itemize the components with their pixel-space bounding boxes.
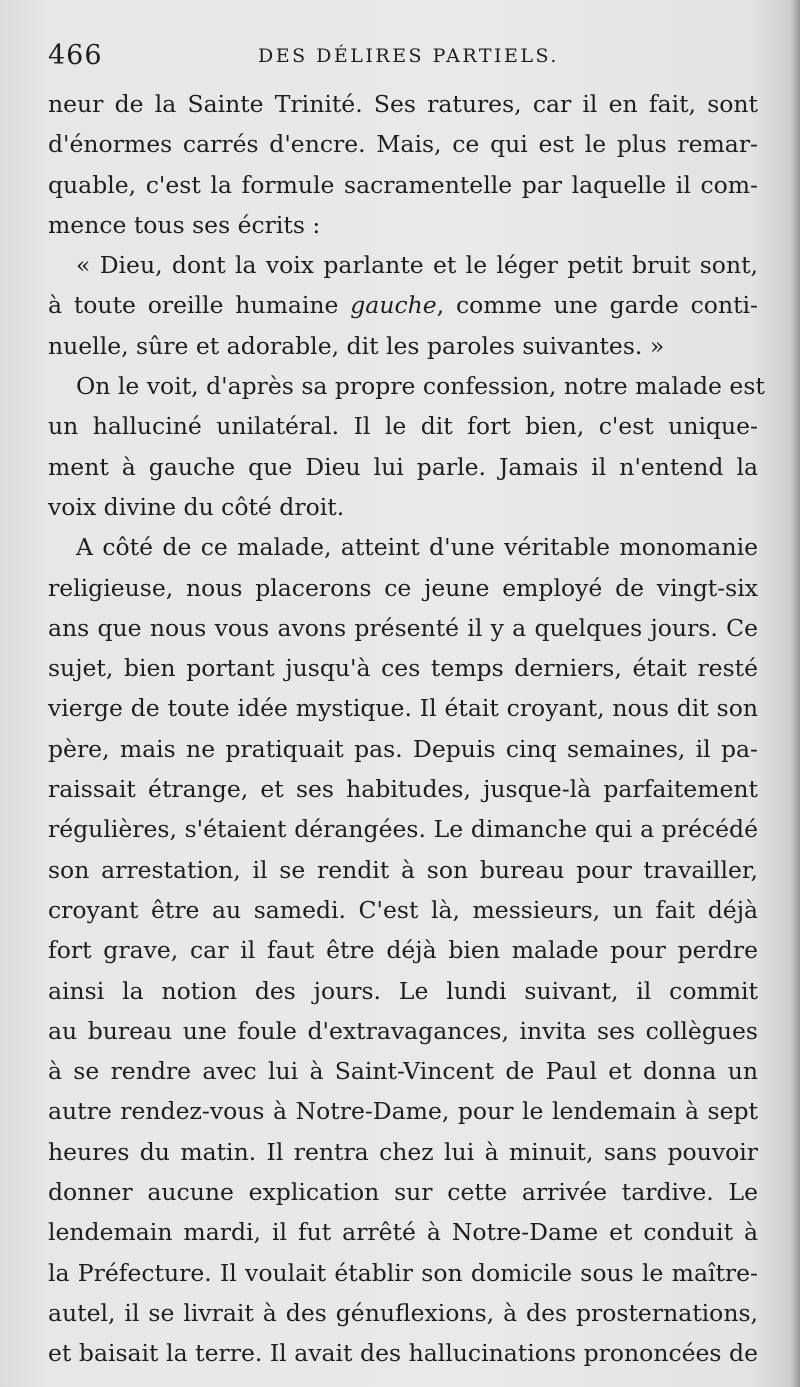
text-line: fort grave, car il faut être déjà bien malade pour perdre [48,936,758,965]
text-line: raissait étrange, et ses habitudes, jusque-là parfaitement [48,775,758,804]
page-edge-shadow [790,0,800,1387]
text-line: mence tous ses écrits : [48,210,321,239]
text-line: croyant être au samedi. C'est là, messieurs, un fait déjà [48,895,758,924]
text-line: à se rendre avec lui à Saint-Vincent de Paul et donna un [48,1057,758,1086]
text-line: neur de la Sainte Trinité. Ses ratures, car il en fait, sont [48,90,758,118]
text-line: voix divine du côté droit. [48,492,345,521]
text-line: vierge de toute idée mystique. Il était croyant, nous dit son [48,694,758,723]
text-line: A côté de ce malade, atteint d'une véritable monomanie [76,533,758,562]
text-line: religieuse, nous placerons ce jeune employé de vingt-six [48,573,758,602]
text-line: sujet, bien portant jusqu'à ces temps derniers, était resté [48,654,758,683]
text-line: autel, il se livrait à des génuflexions, à des prosternations, [48,1298,758,1327]
text-line: et baisait la terre. Il avait des hallucinations prononcées de [48,1339,758,1368]
text-line: au bureau une foule d'extravagances, invita ses collègues [48,1016,758,1045]
text-line: On le voit, d'après sa propre confession, notre malade est [76,372,765,401]
text-line: autre rendez-vous à Notre-Dame, pour le lendemain à sept [48,1097,758,1126]
text-line: ainsi la notion des jours. Le lundi suivant, il commit [48,976,758,1005]
text-line: un halluciné unilatéral. Il le dit fort bien, c'est unique- [48,412,758,441]
text-line: ans que nous vous avons présenté il y a quelques jours. Ce [48,613,758,642]
page-header [48,36,758,76]
text-line: lendemain mardi, il fut arrêté à Notre-Dame et conduit à [48,1218,758,1247]
text-line: régulières, s'étaient dérangées. Le dimanche qui a précédé [48,815,758,844]
text-line: ment à gauche que Dieu lui parle. Jamais il n'entend la [48,452,758,481]
text-line: nuelle, sûre et adorable, dit les paroles suivantes. » [48,331,665,360]
text-line: donner aucune explication sur cette arrivée tardive. Le [48,1178,758,1207]
text-line: père, mais ne pratiquait pas. Depuis cinq semaines, il pa- [48,734,758,763]
running-head: DES DÉLIRES PARTIELS. [258,45,559,67]
body-text [48,84,765,1374]
text-line: heures du matin. Il rentra chez lui à minuit, sans pouvoir [48,1137,758,1166]
text-line: « Dieu, dont la voix parlante et le léger petit bruit sont, [76,251,758,280]
text-line: à toute oreille humaine gauche, comme une garde conti- [48,291,758,320]
text-line: quable, c'est la formule sacramentelle par laquelle il com- [48,170,758,199]
emphasized-word: gauche [350,291,437,320]
text-line: la Préfecture. Il voulait établir son domicile sous le maître- [48,1258,758,1287]
text-line: son arrestation, il se rendit à son bureau pour travailler, [48,855,758,884]
text-line: d'énormes carrés d'encre. Mais, ce qui est le plus remar- [48,130,758,159]
page-number: 466 [48,40,103,71]
